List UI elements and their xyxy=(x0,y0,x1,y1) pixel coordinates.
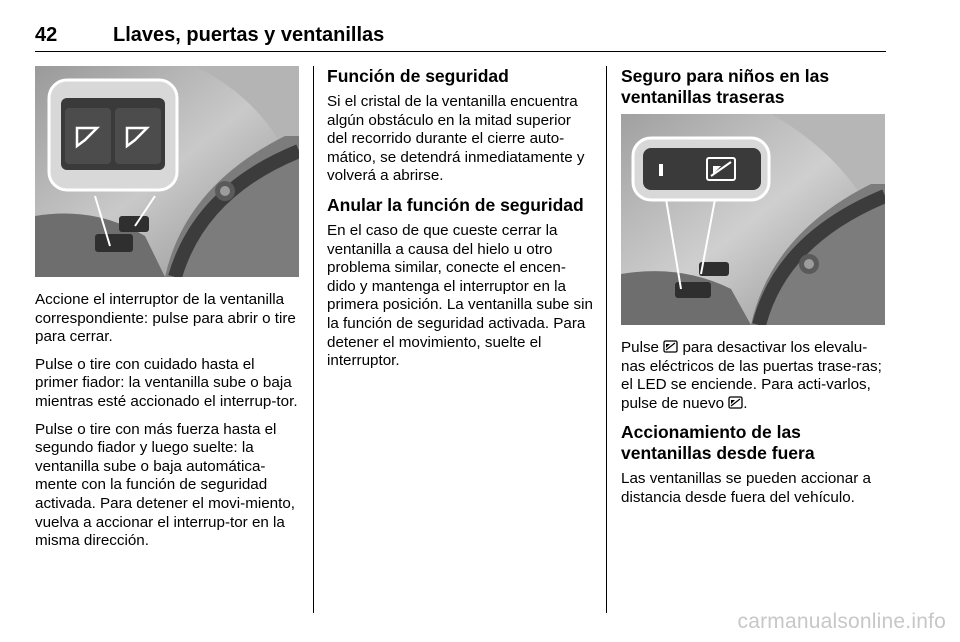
page-header xyxy=(35,24,886,52)
text-fragment: Pulse xyxy=(621,339,664,356)
column-2 xyxy=(327,66,593,380)
paragraph: Pulse o tire con cuidado hasta el primer fiador: la ventanilla sube o baja mientras esté accionado el interrup‐tor. xyxy=(35,355,298,410)
column-1 xyxy=(35,66,300,560)
page-number: 42 xyxy=(35,24,58,46)
paragraph: Si el cristal de la ventanilla encuentra algún obstáculo en la mitad superior del recorrido durante el cierre auto‐mático, se detendrá inmediatamente y volverá a abrirse. xyxy=(327,93,585,185)
child-lock-switch-closeup-icon xyxy=(621,114,885,325)
heading: Anular la función de seguridad xyxy=(327,194,584,215)
column-3 xyxy=(621,66,887,517)
paragraph xyxy=(621,339,887,413)
heading: Seguro para niños en las ventanillas traseras xyxy=(621,66,830,107)
text-fragment: para desactivar los elevalu‐nas eléctricos de las puertas trase‐ras; el LED se enciende. Para acti‐varlos, pulse de nuevo xyxy=(621,339,882,412)
column-divider-2 xyxy=(606,66,607,613)
window-switch-closeup-icon xyxy=(35,66,299,277)
header-rule xyxy=(35,51,886,52)
text-fragment: . xyxy=(743,394,748,412)
column-divider-1 xyxy=(313,66,314,613)
watermark[interactable]: carmanualsonline.info xyxy=(737,610,946,633)
child-lock-window-icon xyxy=(663,340,678,353)
section-title: Llaves, puertas y ventanillas xyxy=(113,24,385,46)
paragraph: Pulse o tire con más fuerza hasta el segundo fiador y luego suelte: la ventanilla sube o baja automática‐mente con la función de seguridad activada. Para detener el movi‐miento, vuelva a accionar el interrup‐tor en la misma dirección. xyxy=(35,420,296,550)
paragraph: Accione el interruptor de la ventanilla correspondiente: pulse para abrir o tire para cerrar. xyxy=(35,291,296,346)
heading: Accionamiento de las ventanillas desde fuera xyxy=(621,422,815,464)
paragraph: Las ventanillas se pueden accionar a distancia desde fuera del vehículo. xyxy=(621,470,871,506)
heading: Función de seguridad xyxy=(327,66,509,86)
paragraph: En el caso de que cueste cerrar la ventanilla a causa del hielo u otro problema similar, conecte el encen‐dido y mantenga el interruptor en la primera posición. La ventanilla sube sin la función de seguridad activada. Para detener el movimiento, suelte el interruptor. xyxy=(327,221,593,370)
child-lock-window-icon xyxy=(728,396,743,409)
